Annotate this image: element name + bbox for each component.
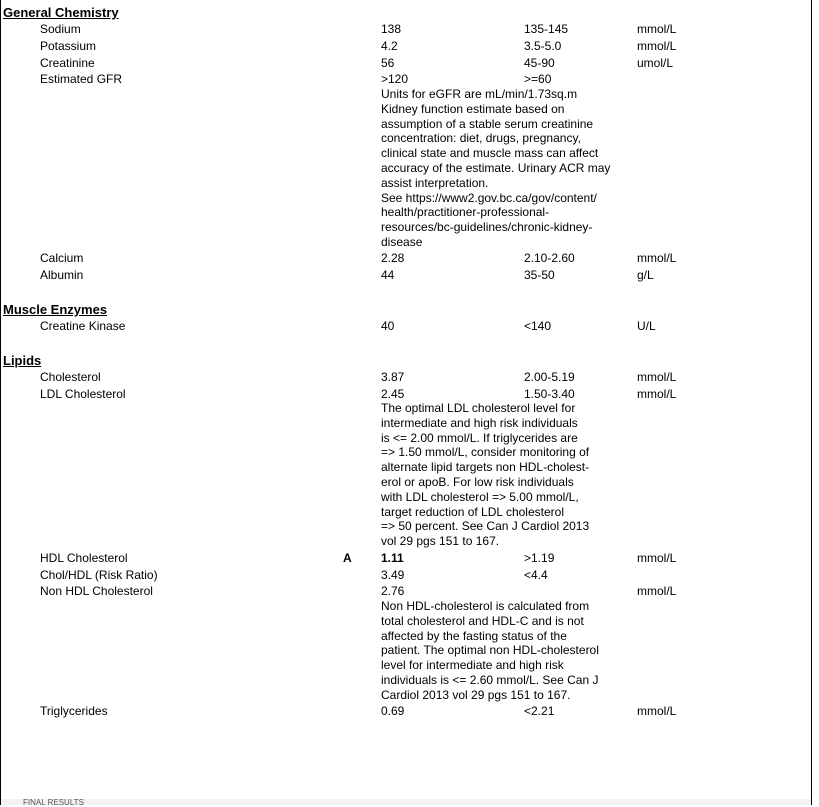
units-albumin: g/L — [637, 268, 654, 282]
result-hdl-cholesterol: 1.11 — [381, 551, 404, 565]
units-potassium: mmol/L — [637, 39, 677, 53]
section-title-general-chemistry: General Chemistry — [3, 5, 119, 20]
footer-strip — [1, 799, 811, 805]
units-ldl-cholesterol: mmol/L — [637, 387, 677, 401]
result-albumin: 44 — [381, 268, 395, 282]
units-cholesterol: mmol/L — [637, 370, 677, 384]
test-name-non-hdl-cholesterol: Non HDL Cholesterol — [40, 584, 153, 598]
note-non-hdl-cholesterol: Non HDL-cholesterol is calculated from total cholesterol and HDL-C and is not affected by the fasting status of the patient. The optimal non HDL-cholesterol level for intermediate and high risk individuals is <= 2.60 mmol/L. See Can J Cardiol 2013 vol 29 pgs 151 to 167. — [381, 599, 599, 702]
footer-final-results: FINAL RESULTS — [23, 798, 84, 807]
test-name-potassium: Potassium — [40, 39, 97, 53]
range-creatinine: 45-90 — [524, 56, 555, 70]
result-chol-hdl-ratio: 3.49 — [381, 568, 405, 582]
result-ldl-cholesterol: 2.45 — [381, 387, 405, 401]
range-cholesterol: 2.00-5.19 — [524, 370, 575, 384]
range-calcium: 2.10-2.60 — [524, 251, 575, 265]
test-name-albumin: Albumin — [40, 268, 84, 282]
note-ldl-cholesterol: The optimal LDL cholesterol level for intermediate and high risk individuals is <= 2.00 mmol/L. If triglycerides are => 1.50 mmol/L, consider monitoring of alternate lipid targets non HDL-cholest- erol or apoB. For low risk individuals with LDL cholesterol => 5.00 mmol/L, target reduction of LDL cholesterol => 50 percent. See Can J Cardiol 2013 vol 29 pgs 151 to 167. — [381, 401, 590, 549]
note-egfr: Units for eGFR are mL/min/1.73sq.m Kidney function estimate based on assumption of a stable serum creatinine concentration: diet, drugs, pregnancy, clinical state and muscle mass can affect accuracy of the estimate. Urinary ACR may assist interpretation. See https://www2.gov.bc.ca/gov/content/ health/practitioner-professional- resources/bc-guidelines/chronic-kidney- disease — [381, 87, 611, 249]
units-calcium: mmol/L — [637, 251, 677, 265]
units-non-hdl-cholesterol: mmol/L — [637, 584, 677, 598]
units-creatine-kinase: U/L — [637, 319, 656, 333]
test-name-calcium: Calcium — [40, 251, 84, 265]
result-creatine-kinase: 40 — [381, 319, 395, 333]
units-sodium: mmol/L — [637, 22, 677, 36]
result-potassium: 4.2 — [381, 39, 398, 53]
units-creatinine: umol/L — [637, 56, 674, 70]
range-triglycerides: <2.21 — [524, 704, 555, 718]
test-name-creatinine: Creatinine — [40, 56, 95, 70]
range-potassium: 3.5-5.0 — [524, 39, 562, 53]
units-hdl-cholesterol: mmol/L — [637, 551, 677, 565]
range-albumin: 35-50 — [524, 268, 555, 282]
test-name-sodium: Sodium — [40, 22, 81, 36]
section-title-lipids: Lipids — [3, 353, 42, 368]
result-sodium: 138 — [381, 22, 402, 36]
test-name-hdl-cholesterol: HDL Cholesterol — [40, 551, 128, 565]
range-sodium: 135-145 — [524, 22, 569, 36]
result-cholesterol: 3.87 — [381, 370, 405, 384]
units-triglycerides: mmol/L — [637, 704, 677, 718]
test-name-egfr: Estimated GFR — [40, 72, 123, 86]
test-name-creatine-kinase: Creatine Kinase — [40, 319, 126, 333]
test-name-triglycerides: Triglycerides — [40, 704, 108, 718]
range-creatine-kinase: <140 — [524, 319, 552, 333]
section-title-muscle-enzymes: Muscle Enzymes — [3, 302, 108, 317]
test-name-ldl-cholesterol: LDL Cholesterol — [40, 387, 126, 401]
abnormal-flag-hdl: A — [343, 551, 352, 565]
result-non-hdl-cholesterol: 2.76 — [381, 584, 405, 598]
test-name-cholesterol: Cholesterol — [40, 370, 101, 384]
result-egfr: >120 — [381, 72, 409, 86]
range-hdl-cholesterol: >1.19 — [524, 551, 555, 565]
range-egfr: >=60 — [524, 72, 552, 86]
result-triglycerides: 0.69 — [381, 704, 405, 718]
range-ldl-cholesterol: 1.50-3.40 — [524, 387, 575, 401]
range-chol-hdl-ratio: <4.4 — [524, 568, 548, 582]
result-creatinine: 56 — [381, 56, 395, 70]
result-calcium: 2.28 — [381, 251, 405, 265]
test-name-chol-hdl-ratio: Chol/HDL (Risk Ratio) — [40, 568, 158, 582]
